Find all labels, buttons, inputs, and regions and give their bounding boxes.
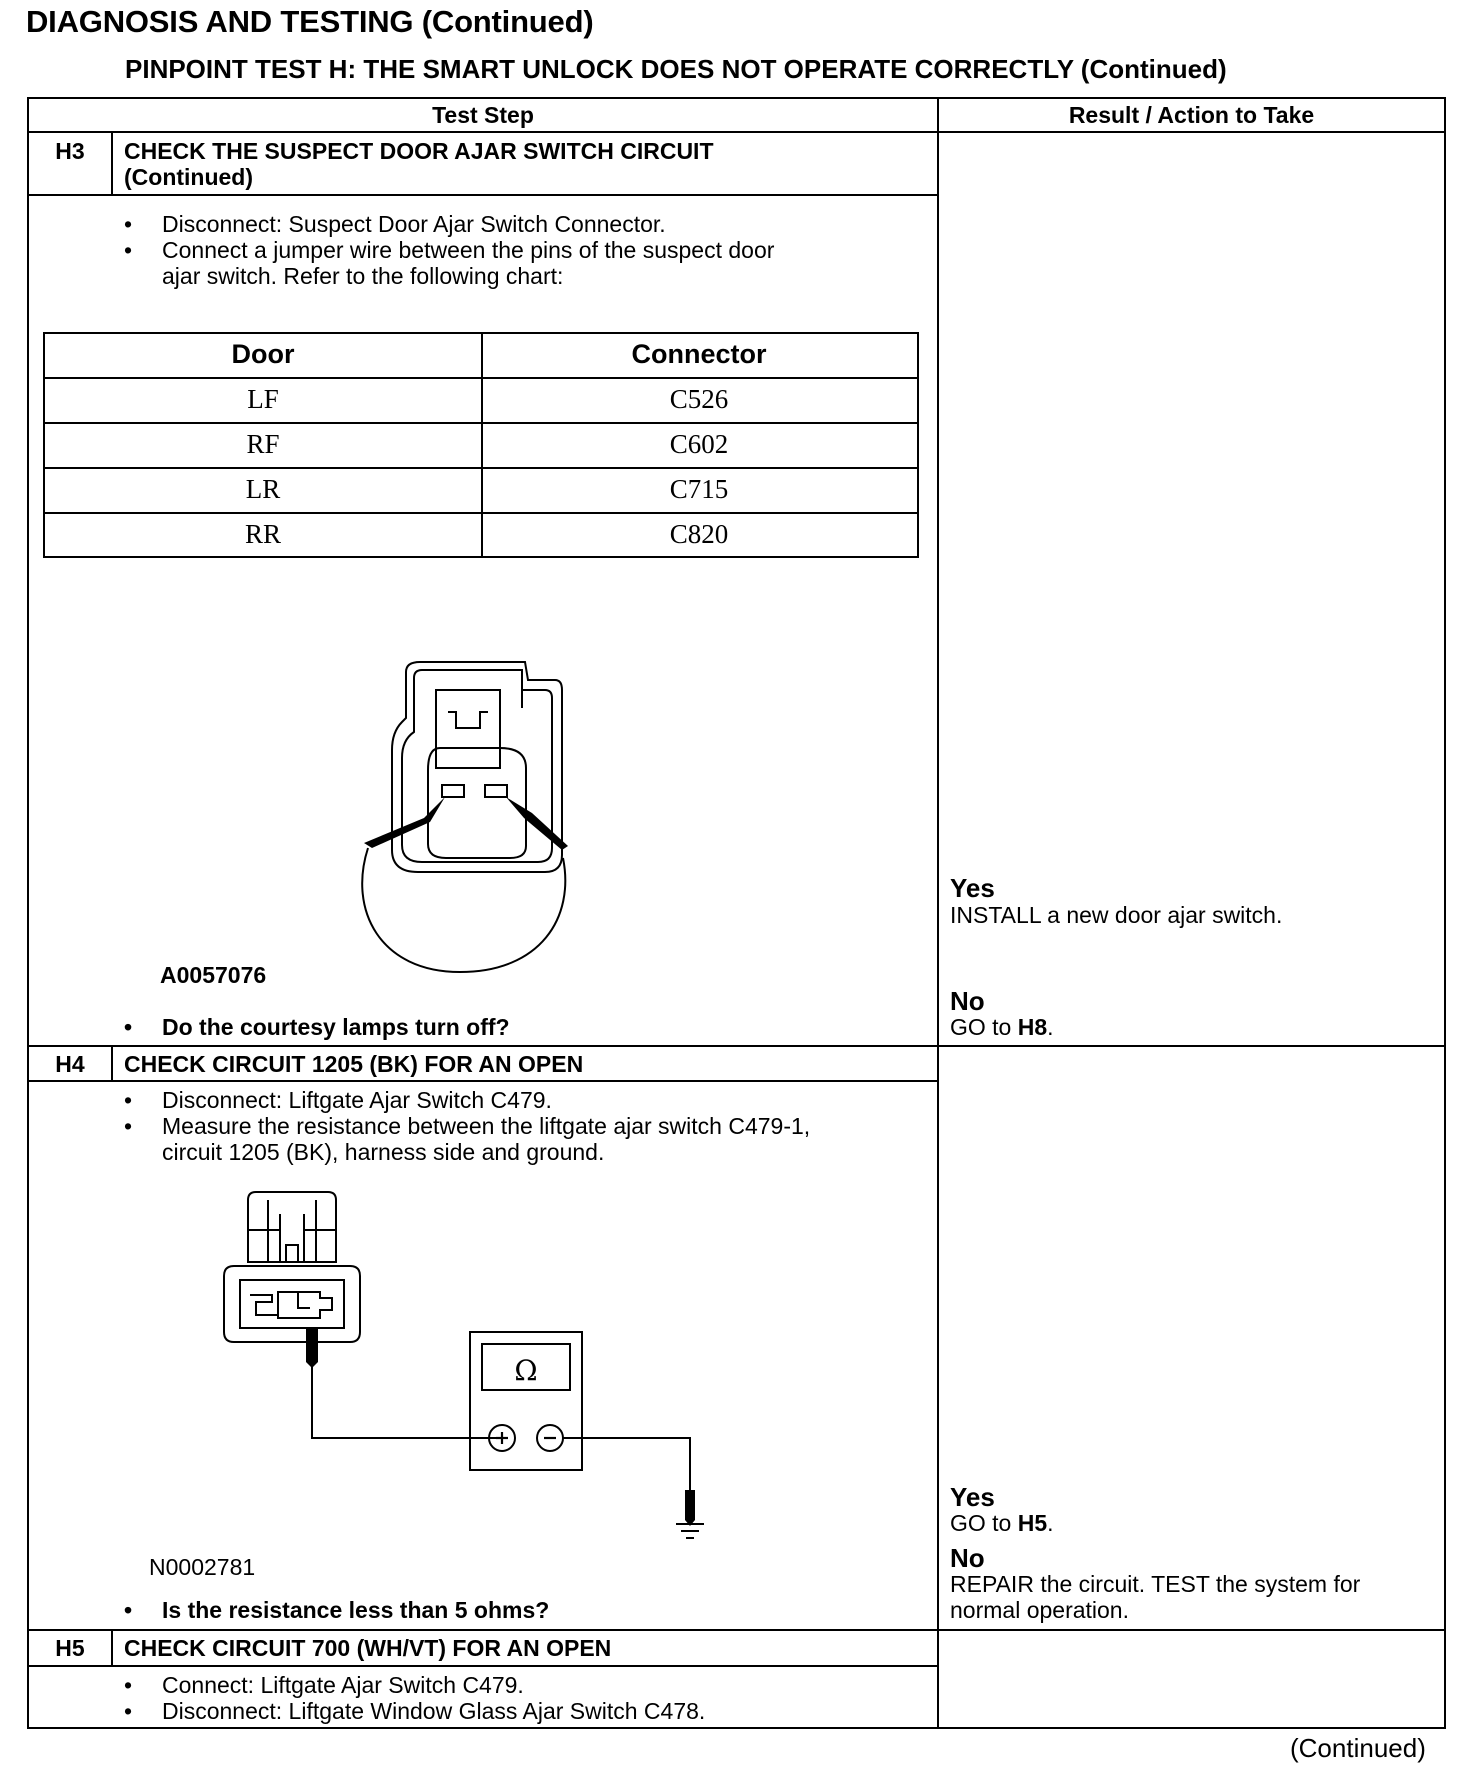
h4-no-label: No (950, 1543, 985, 1573)
bullet-icon: • (124, 1087, 133, 1113)
step-id-h4: H4 (55, 1051, 85, 1077)
figure-id-n0002781: N0002781 (149, 1554, 256, 1580)
bullet-icon: • (124, 1698, 133, 1724)
col-header-test-step: Test Step (432, 102, 534, 128)
chart-door-cell: RR (244, 519, 282, 549)
chart-connector-cell: C715 (669, 474, 729, 504)
chart-connector-cell: C820 (669, 519, 729, 549)
h3-no-label: No (950, 986, 985, 1016)
ohmmeter-connection-diagram (220, 1190, 720, 1560)
continued-footer: (Continued) (1290, 1733, 1426, 1763)
chart-connector-cell: C602 (669, 429, 729, 459)
h3-yes-action: INSTALL a new door ajar switch. (950, 902, 1283, 928)
door-ajar-switch-jumper-diagram (340, 650, 600, 980)
bullet-icon: • (124, 211, 133, 237)
step-id-h5: H5 (55, 1635, 85, 1661)
step-id-h3: H3 (55, 138, 85, 164)
page-title: DIAGNOSIS AND TESTING (Continued) (26, 4, 594, 39)
h4-no-action-cont: normal operation. (950, 1597, 1129, 1623)
chart-door-cell: LR (245, 474, 281, 504)
door-connector-chart (43, 332, 919, 558)
step-title-h3-cont: (Continued) (124, 164, 254, 190)
h3-no-action: GO to H8. (950, 1014, 1054, 1040)
step-title-h3: CHECK THE SUSPECT DOOR AJAR SWITCH CIRCUIT (124, 138, 714, 164)
step-title-h4: CHECK CIRCUIT 1205 (BK) FOR AN OPEN (124, 1051, 584, 1077)
step-title-h5: CHECK CIRCUIT 700 (WH/VT) FOR AN OPEN (124, 1635, 612, 1661)
h4-yes-action: GO to H5. (950, 1510, 1054, 1536)
bullet-icon: • (124, 1113, 133, 1139)
chart-col-connector: Connector (631, 339, 767, 369)
chart-col-door: Door (231, 339, 295, 369)
bullet-icon: • (124, 1597, 133, 1623)
bullet-icon: • (124, 1014, 133, 1040)
pinpoint-test-title: PINPOINT TEST H: THE SMART UNLOCK DOES NOT OPERATE CORRECTLY (Continued) (125, 54, 1227, 84)
chart-connector-cell: C526 (669, 384, 729, 414)
bullet-icon: • (124, 237, 133, 263)
h3-yes-label: Yes (950, 873, 995, 903)
bullet-icon: • (124, 1672, 133, 1698)
chart-door-cell: RF (246, 429, 280, 459)
chart-door-cell: LF (247, 384, 279, 414)
ohm-icon: Ω (514, 1354, 538, 1387)
figure-id-a0057076: A0057076 (160, 962, 267, 988)
h4-yes-label: Yes (950, 1482, 995, 1512)
col-header-result: Result / Action to Take (1068, 102, 1315, 128)
h4-no-action: REPAIR the circuit. TEST the system for (950, 1571, 1361, 1597)
goto-h8-link[interactable]: H8 (1017, 1014, 1048, 1040)
goto-h5-link[interactable]: H5 (1017, 1510, 1048, 1536)
